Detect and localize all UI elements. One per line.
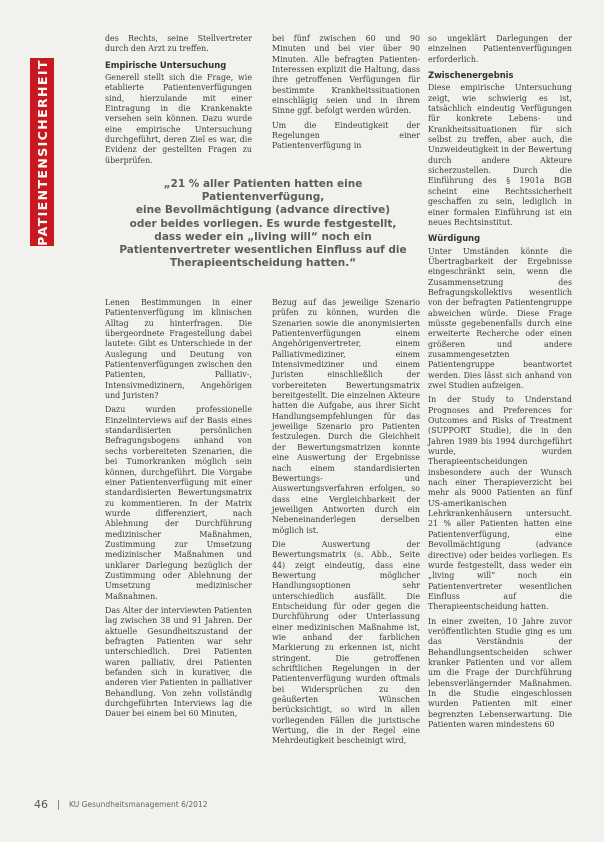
paragraph: Bezug auf das jeweilige Szenario prüfen zu können, wurden die Szenarien sowie die anonymisierten Patientenverfügungen einem Angehörigenvertreter, einem Palliativmediziner, einem Intensivmediziner und einem Juristen einschließlich der vorbereiteten Bewertungsmatrix bereitgestellt. Die einzelnen Akteure hatten die Aufgabe, aus ihrer Sicht Handlungsempfehlungen für das jeweilige Szenario pro Patienten festzulegen. Durch die Gleichheit der Bewertungsmatrizen konnte eine Auswertung der Ergebnisse nach einem standardisierten Bewertungs- und Auswertungsverfahren erfolgen, so dass eine Vergleichbarkeit der jeweiligen Antworten durch ein Nebeneinanderlegen derselben möglich ist. <box>272 298 420 535</box>
page-footer <box>34 798 208 811</box>
pull-quote-line: Patientenvertreter wesentlichen Einfluss auf die <box>119 244 407 257</box>
pull-quote-line: „21 % aller Patienten hatten eine Patientenverfügung, <box>163 178 363 204</box>
column-1-bottom <box>105 298 252 724</box>
column-3 <box>428 34 572 734</box>
section-heading: Empirische Untersuchung <box>105 59 227 70</box>
column-2-top <box>272 34 420 156</box>
paragraph: Um die Eindeutigkeit der Regelungen einer Patientenverfügung in <box>272 120 420 151</box>
paragraph: In einer zweiten, 10 Jahre zuvor veröffentlichten Studie ging es um das Verständnis der Behandlungsentscheiden schwer kranker Patienten und vor allem um die Frage der Durchführung lebensverlängernder Maßnahmen. In die Studie eingeschlossen wurden Patienten mit einer begrenzten Lebenserwartung. Die Patienten waren mindestens 60 <box>428 616 572 729</box>
paragraph: Die Auswertung der Bewertungsmatrix (s. Abb., Seite 44) zeigt eindeutig, dass eine Bewertung möglicher Handlungsoptionen sehr unterschiedlich ausfällt. Die Entscheidung für oder gegen die Durchführung oder Unterlassung einer medizinischen Maßnahme ist, wie anhand der farblichen Markierung zu erkennen ist, nicht stringent. Die getroffenen schriftlichen Regelungen in der Patientenverfügung wurden oftmals bei Widersprüchen zu den geäußerten Wünschen berücksichtigt, so wird in allen vorliegenden Fällen die juristische Wertung, die in der Regel eine Mehrdeutigkeit bescheinigt wird, <box>272 539 420 746</box>
column-1-top <box>105 34 252 170</box>
footer-divider <box>58 800 59 810</box>
paragraph: Lenen Bestimmungen in einer Patientenverfügung im klinischen Alltag zu hinterfragen. Die übergeordnete Fragestellung dabei lautete: Gibt es Unterschiede in der Auslegung und Deutung von Patientenverfügungen zwischen den Patienten, Palliativ-, Intensivmedizinern, Angehörigen und Juristen? <box>105 298 252 401</box>
section-heading: Würdigung <box>428 233 481 244</box>
pull-quote-line: dass weder ein „living will“ noch ein <box>154 230 372 243</box>
column-2-bottom <box>272 298 420 751</box>
paragraph: des Rechts, seine Stellvertreter durch den Arzt zu treffen. <box>105 34 252 54</box>
paragraph: Unter Umständen könnte die Übertragbarkeit der Ergebnisse eingeschränkt sein, wenn die Zusammensetzung des Befragungskollektivs wesentlich von der befragten Patientengruppe abweichen würde. Diese Frage müsste gegebenenfalls durch eine erweiterte Recherche oder einen größeren und andere zusammengesetzten Patientengruppe beantwortet werden. Dies lässt sich anhand von zwei Studien aufzeigen. <box>428 246 572 390</box>
page-number: 46 <box>34 798 48 811</box>
section-heading: Zwischenergebnis <box>428 70 514 81</box>
journal-name: KU Gesundheitsmanagement 6/2012 <box>69 800 208 809</box>
pull-quote-line: Therapieentscheidung hatten.“ <box>169 257 357 270</box>
paragraph: Dazu wurden professionelle Einzelinterviews auf der Basis eines standardisierten persönlichen Befragungsbogens anhand von sechs vorbereiteten Szenarien, die bei Tumorkranken möglich sein können, durchgeführt. Die Vorgabe einer Patientenverfügung mit einer standardisierten Bewertungsmatrix zu kommentieren. In der Matrix wurde differenziert, nach Ablehnung der Durchführung medizinischer Maßnahmen, Zustimmung zur Umsetzung medizinischer Maßnahmen und unklarer Darlegung bezüglich der Zustimmung oder Ablehnung der Umsetzung medizinischer Maßnahmen. <box>105 405 252 601</box>
paragraph: In der Study to Understand Prognoses and Preferences for Outcomes and Risks of Treatment (SUPPORT Studie), die in den Jahren 1989 bis 1994 durchgeführt wurde, wurden Therapieentscheidungen insbesondere auch der Wunsch nach einer Therapieverzicht bei mehr als 9000 Patienten an fünf US-amerikanischen Lehrkrankenhäusern untersucht. 21 % aller Patienten hatten eine Patientenverfügung, eine Bevollmächtigung (advance directive) oder beides vorliegen. Es wurde festgestellt, dass weder ein „living will“ noch ein Patientenvertreter wesentlichen Einfluss auf die Therapieentscheidung hatten. <box>428 395 572 612</box>
paragraph: bei fünf zwischen 60 und 90 Minuten und bei vier über 90 Minuten. Alle befragten Patienten-Interessen explizit die Haltung, dass ihre getroffenen Verfügungen für bestimmte Krankheitssituationen einschlägig seien und in ihrem Sinne ggf. befolgt werden würden. <box>272 34 420 116</box>
pull-quote-line: oder beides vorliegen. Es wurde festgestellt, <box>129 217 397 230</box>
paragraph: so ungeklärt Darlegungen der einzelnen Patientenverfügungen erforderlich. <box>428 34 572 64</box>
pull-quote <box>104 178 422 270</box>
section-label: PATIENTENSICHERHEIT <box>34 58 50 246</box>
section-tab <box>30 58 54 246</box>
paragraph: Diese empirische Untersuchung zeigt, wie schwierig es ist, tatsächlich eindeutig Verfügungen für konkrete Lebens- und Krankheitssituationen für sich selbst zu treffen, aber auch, die Unzweideutigkeit in der Bewertung durch andere Akteure sicherzustellen. Durch die Einführung des § 1901a BGB scheint eine Rechtssicherheit geschaffen zu sein, lediglich in einer formalen Einführung ist ein neues Rechtsinstitut. <box>428 83 572 227</box>
paragraph: Generell stellt sich die Frage, wie etablierte Patientenverfügungen sind, hierzulande mit einer Eintragung in die Krankenakte versehen sein können. Dazu wurde eine empirische Untersuchung durchgeführt, deren Ziel es war, die Evidenz der gestellten Fragen zu überprüfen. <box>105 73 252 165</box>
pull-quote-line: eine Bevollmächtigung (advance directive) <box>135 204 391 217</box>
paragraph: Das Alter der interviewten Patienten lag zwischen 38 und 91 Jahren. Der aktuelle Gesundheitszustand der befragten Patienten war sehr unterschiedlich. Drei Patienten waren palliativ, drei Patienten befanden sich in kurativer, die anderen vier Patienten in palliativer Behandlung. Von zehn vollständig durchgeführten Interviews lag die Dauer bei einem bei 60 Minuten, <box>105 605 253 719</box>
